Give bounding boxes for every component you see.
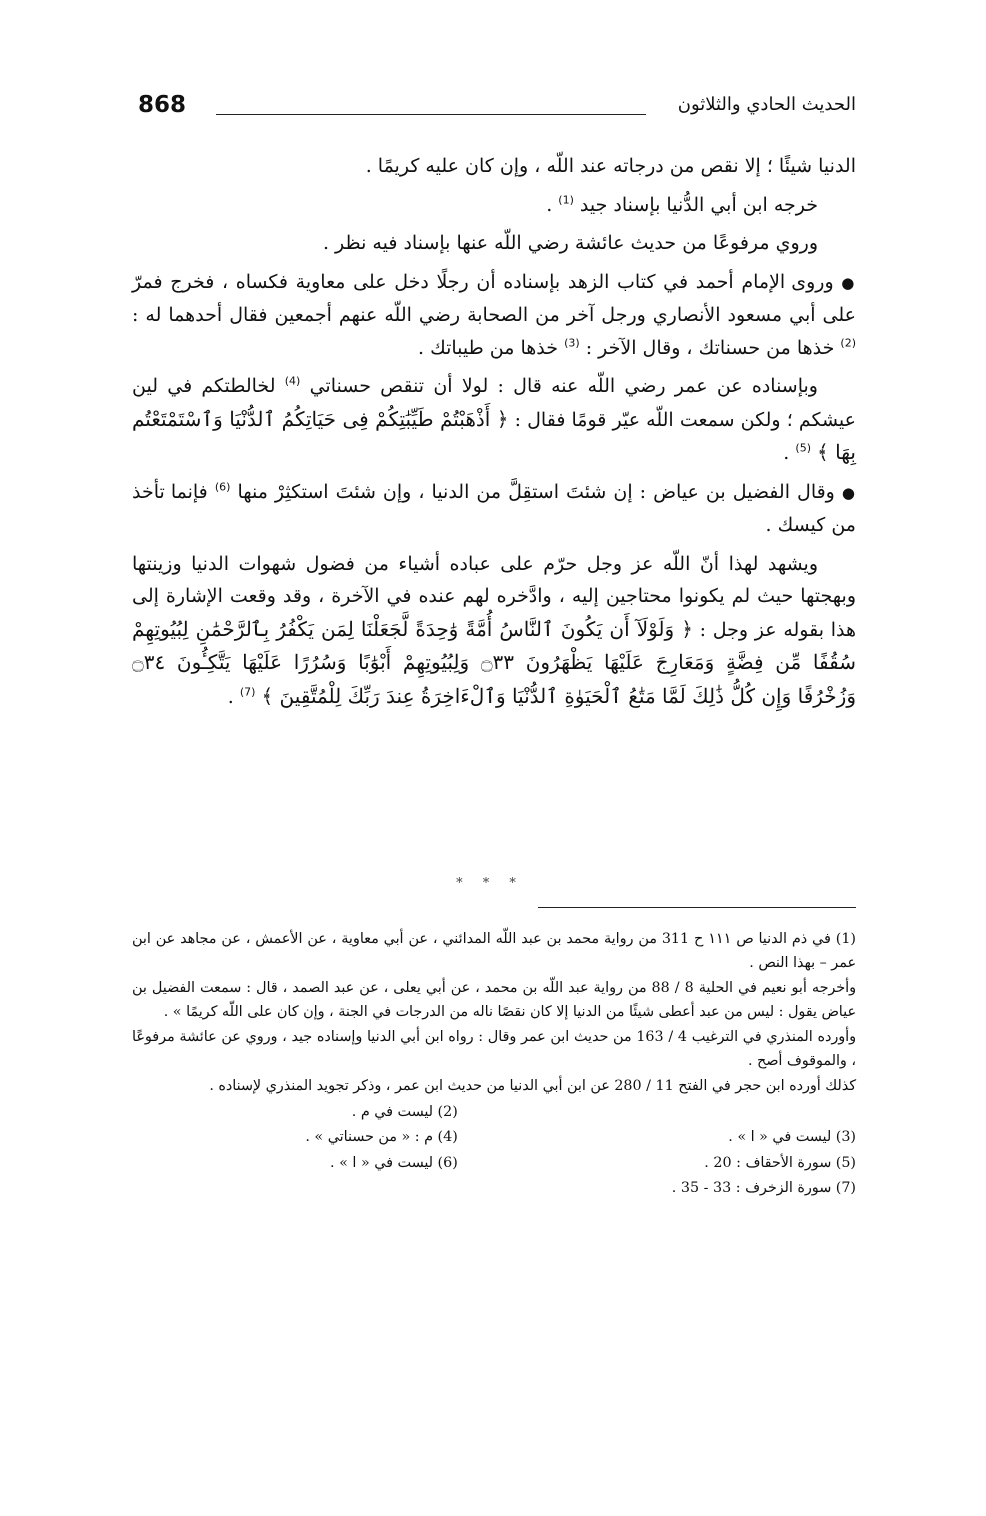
quran-verse-zukhruf: ﴿ وَلَوْلَآ أَن يَكُونَ ٱلنَّاسُ أُمَّةً وَٰحِدَةً لَّجَعَلْنَا لِمَن يَكْفُرُ بِٱلرَّحْمَٰنِ لِبُيُوتِهِمْ سُقُفًا مِّن فِضَّةٍ وَمَعَارِجَ عَلَيْهَا يَظْهَرُونَ ۝٣٣ وَلِبُيُوتِهِمْ أَبْوَٰبًا وَسُرُرًا عَلَيْهَا يَتَّكِـُٔونَ ۝٣٤ وَزُخْرُفًا وَإِن كُلُّ ذَٰلِكَ لَمَّا مَتَٰعُ ٱلْحَيَوٰةِ ٱلدُّنْيَا وَٱلْءَاخِرَةُ عِندَ رَبِّكَ لِلْمُتَّقِينَ ﴾ xyxy=(132,616,856,708)
page-number: 868 xyxy=(138,92,187,118)
footnote-ref-6[interactable]: (6) xyxy=(214,480,231,494)
running-head: الحديث الحادي والثلاثون xyxy=(677,94,856,115)
main-text xyxy=(132,150,856,719)
paragraph-1: الدنيا شيئًا ؛ إلا نقص من درجاته عند اللّه ، وإن كان عليه كريمًا . xyxy=(365,155,856,177)
footnote-1-cont-1: وأخرجه أبو نعيم في الحلية 8 / 88 من رواية عبد اللّه بن محمد ، عن أبي يعلى ، عن عبد الصمد ، قال : سمعت الفضيل بن عياض يقول : ليس من عبد أعطى شيئًا من الدنيا إلا كان نقصًا ناله من الدرجات في الجنة ، وإن كان على اللّه كريمًا » . xyxy=(132,980,857,1020)
footnote-ref-7[interactable]: (7) xyxy=(239,685,256,699)
bullet-icon: ● xyxy=(841,483,856,502)
paragraph-4: ● وروى الإمام أحمد في كتاب الزهد بإسناده أن رجلًا دخل على معاوية فكساه ، فخرج فمرّ على أبي مسعود الأنصاري ورجل آخر من الصحابة رضي اللّه عنهم أجمعين فقال أحدهما له : $^{(2)}$ خذها من حسناتك ، وقال الآخر : $^{(3)}$ خذها من طيباتك . xyxy=(132,270,856,359)
paragraph-6: ● وقال الفضيل بن عياض : إن شئتَ استقِلَّ من الدنيا ، وإن شئتَ استكثِرْ منها $^{(6)}$ فإنما تأخذ من كيسك . xyxy=(132,480,856,536)
bullet-icon: ● xyxy=(841,273,856,292)
footnote-row-7 xyxy=(132,1177,856,1201)
page-header xyxy=(138,92,856,132)
footnote-ref-3[interactable]: (3) xyxy=(564,336,580,350)
footnotes xyxy=(132,928,856,1203)
footnote-row-5-6 xyxy=(132,1152,856,1176)
paragraph-7: ويشهد لهذا أنّ اللّه عز وجل حرّم على عباده أشياء من فضول شهوات الدنيا وزينتها وبهجتها حيث لم يكونوا محتاجين إليه ، وادَّخره لهم عنده في الآخرة ، وقد وقعت الإشارة إلى هذا بقوله عز وجل : ﴿ وَلَوْلَآ أَن يَكُونَ ٱلنَّاسُ أُمَّةً وَٰحِدَةً لَّجَعَلْنَا لِمَن يَكْفُرُ بِٱلرَّحْمَٰنِ لِبُيُوتِهِمْ سُقُفًا مِّن فِضَّةٍ وَمَعَارِجَ عَلَيْهَا يَظْهَرُونَ ۝٣٣ وَلِبُيُوتِهِمْ أَبْوَٰبًا وَسُرُرًا عَلَيْهَا يَتَّكِـُٔونَ ۝٣٤ وَزُخْرُفًا وَإِن كُلُّ ذَٰلِكَ لَمَّا مَتَٰعُ ٱلْحَيَوٰةِ ٱلدُّنْيَا وَٱلْءَاخِرَةُ عِندَ رَبِّكَ لِلْمُتَّقِينَ ﴾ $^{(7)}$ . xyxy=(132,552,856,708)
paragraph-3: وروي مرفوعًا من حديث عائشة رضي اللّه عنها بإسناد فيه نظر . xyxy=(322,232,818,254)
footnote-ref-2[interactable]: (2) xyxy=(840,336,856,350)
header-rule xyxy=(216,114,646,115)
footnote-3: (3) ليست في « ا » . xyxy=(728,1129,856,1145)
footnote-4: (4) م : « من حسناتي » . xyxy=(305,1129,458,1145)
footnote-row-2 xyxy=(132,1101,856,1125)
footnote-1: (1) في ذم الدنيا ص ١١١ ح 311 من رواية محمد بن عبد اللّه المدائني ، عن أبي معاوية ، عن الأعمش ، عن مجاهد عن ابن عمر – بهذا النص . xyxy=(132,931,856,971)
footnote-7: (7) سورة الزخرف : 33 - 35 . xyxy=(671,1180,856,1196)
footnote-rule xyxy=(538,907,856,908)
footnote-ref-4[interactable]: (4) xyxy=(284,374,301,388)
footnote-row-3-4 xyxy=(132,1126,856,1150)
footnote-1-cont-2: وأورده المنذري في الترغيب 4 / 163 من حديث ابن عمر وقال : رواه ابن أبي الدنيا وإسناده جيد ، وروي عن عائشة مرفوعًا ، والموقوف أصح . xyxy=(132,1029,857,1069)
paragraph-5: وبإسناده عن عمر رضي اللّه عنه قال : لولا أن تنقص حسناتي $^{(4)}$ لخالطتكم في لين عيشكم ؛ ولكن سمعت اللّه عيّر قومًا فقال : ﴿ أَذْهَبْتُمْ طَيِّبَٰتِكُمْ فِى حَيَاتِكُمُ ٱلدُّنْيَا وَٱسْتَمْتَعْتُم بِهَا ﴾ $^{(5)}$ . xyxy=(132,374,857,464)
footnote-2: (2) ليست في م . xyxy=(351,1103,458,1120)
footnote-ref-1[interactable]: (1) xyxy=(558,193,574,207)
section-separator: * * * xyxy=(456,876,524,891)
footnote-ref-5[interactable]: (5) xyxy=(795,441,811,455)
paragraph-2: خرجه ابن أبي الدُّنيا بإسناد جيد $^{(1)}$ . xyxy=(546,193,818,216)
footnote-6: (6) ليست في « ا » . xyxy=(330,1154,458,1171)
footnote-1-cont-3: كذلك أورده ابن حجر في الفتح 11 / 280 عن ابن أبي الدنيا من حديث ابن عمر ، وذكر تجويد المنذري لإسناده . xyxy=(209,1078,856,1094)
quran-verse-ahqaf: ﴿ أَذْهَبْتُمْ طَيِّبَٰتِكُمْ فِى حَيَاتِكُمُ ٱلدُّنْيَا وَٱسْتَمْتَعْتُم بِهَا ﴾ xyxy=(132,406,856,464)
footnote-5: (5) سورة الأحقاف : 20 . xyxy=(704,1154,856,1171)
